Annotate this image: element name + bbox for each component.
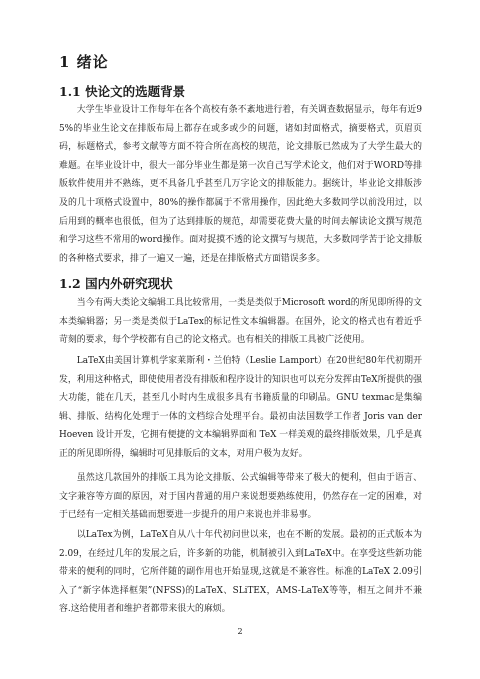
chapter-title: 1 绪论 (59, 53, 109, 71)
section-heading-background: 1.1 快论文的选题背景 (59, 84, 186, 99)
page-number: 2 (237, 627, 243, 636)
paragraph-background: 大学生毕业设计工作每年在各个高校有条不紊地进行着，有关调查数据显示，每年有近95%的毕业生论文在排版布局上都存在或多或少的问题，诸如封面格式，摘要格式，页眉页码，标题格式，参考文献等方面不符合所在高校的规范，论文排版已然成为了大学生最大的难题。在毕业设计中，很大一部分毕业生都是第一次自己写学术论文，他们对于WORD等排版软件使用并不熟练，更不具备几乎甚至几万字论文的排版能力。据统计，毕业论文排版涉及的几十项格式设置中，80%的操作都属于不常用操作，因此绝大多数同学以前没用过，以后用到的概率也很低，但为了达到排版的规范，却需要花费大量的时间去解读论文撰写规范和学习这些不常用的word操作。面对捉摸不透的论文撰写与规范，大多数同学苦于论文排版的各种格式要求，排了一遍又一遍，还是在排版格式方面错误多多。 (59, 105, 422, 264)
paragraph-latex-history: 以LaTex为例，LaTeX自从八十年代初问世以来，也在不断的发展。最初的正式版本为2.09，在经过几年的发展之后，许多新的功能，机制被引入到LaTeX中。在享受这些新功能带来的便利的同时，它所伴随的副作用也开始显现,这就是不兼容性。标准的LaTeX 2.09引入了“新字体选择框架”(NFSS)的LaTeX、SLiTEX，AMS-LaTeX等等，相互之间并不兼容.这给使用者和维护者都带来很大的麻烦。 (59, 530, 422, 615)
paragraph-editing-tools: 当今有两大类论文编辑工具比较常用，一类是类似于Microsoft word的所见即所得的文本类编辑器；另一类是类似于LaTex的标记性文本编辑器。在国外，论文的格式也有着近乎苛刻的要求，每个学校都有自己的论文格式。也有相关的排版工具被广泛使用。 (59, 298, 422, 346)
section-heading-research-status: 1.2 国内外研究现状 (59, 276, 173, 291)
paragraph-difficulties: 虽然这几款国外的排版工具为论文排版、公式编辑等带来了极大的便利，但由于语言、文字兼容等方面的原因，对于国内普通的用户来说想要熟练使用，仍然存在一定的困难，对于已经有一定相关基础而想要进一步提升的用户来说也并非易事。 (59, 473, 422, 521)
paragraph-latex-texmacs: LaTeX由美国计算机学家莱斯利・兰伯特（Leslie Lamport）在20世纪80年代初期开发，利用这种格式，即使使用者没有排版和程序设计的知识也可以充分发挥由TeX所提供的强大功能，能在几天，甚至几小时内生成很多具有书籍质量的印刷品。GNU texmac是集编辑、排版、结构化处理于一体的文档综合处理平台。最初由法国数学工作者 Joris van der Hoeven 设计开发，它拥有便捷的文本编辑界面和 TeX 一样美观的最终排版效果，几乎是真正的所见即所得，编辑时可见排版后的文本，对用户极为友好。 (59, 356, 422, 459)
